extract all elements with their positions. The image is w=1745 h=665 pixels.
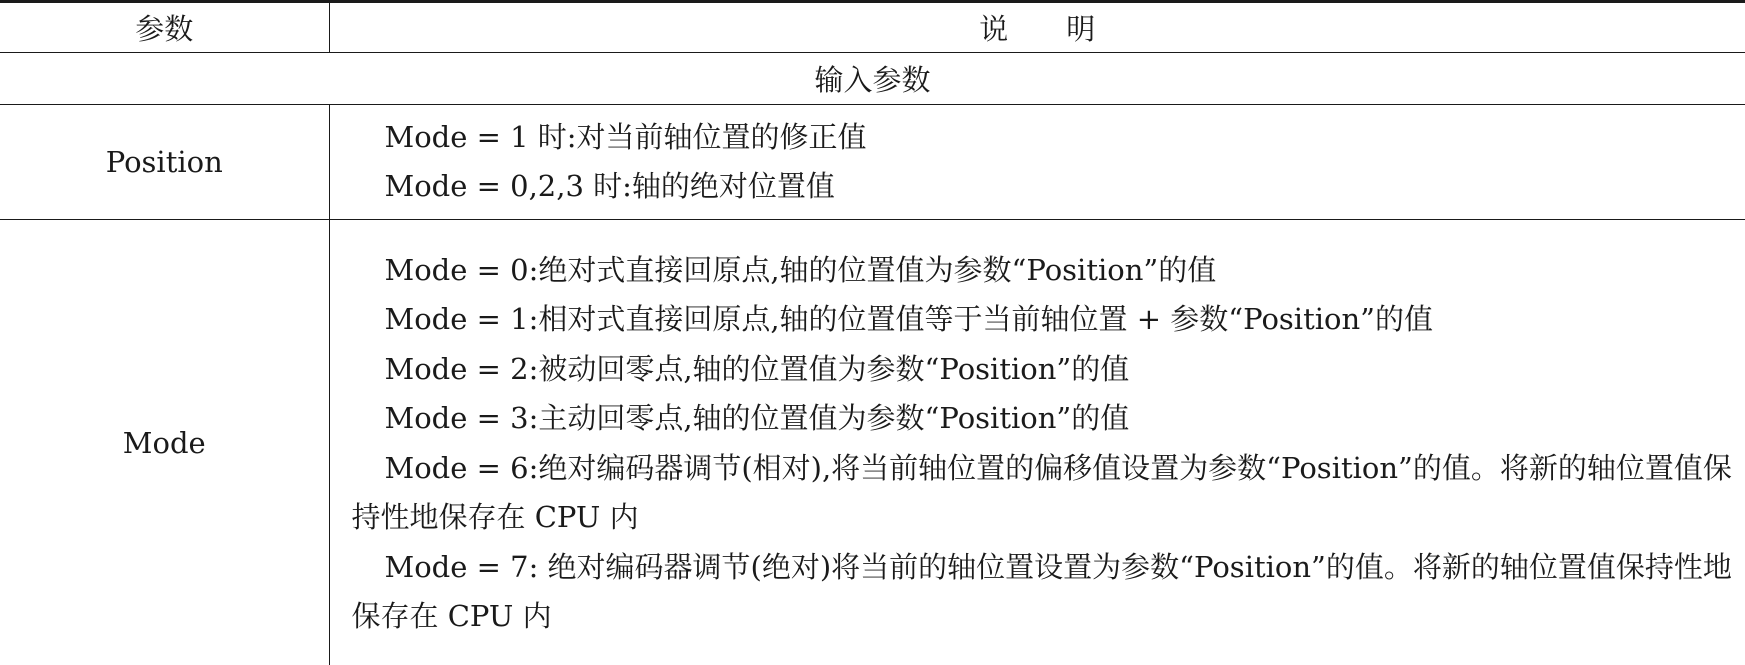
param-name-mode: Mode [0,220,329,665]
header-description [329,2,1745,53]
description-line: Mode = 0,2,3 时:轴的绝对位置值 [352,162,1734,212]
table-row [0,105,1745,220]
header-param: 参数 [0,2,329,53]
table-row [0,220,1745,665]
description-line: Mode = 7: 绝对编码器调节(绝对)将当前的轴位置设置为参数“Position”的值。将新的轴位置值保持性地保存在 CPU 内 [352,543,1734,642]
description-mode [329,220,1745,665]
section-title-input-params: 输入参数 [0,53,1745,105]
description-line: Mode = 3:主动回零点,轴的位置值为参数“Position”的值 [352,394,1734,444]
section-row [0,53,1745,105]
description-line: Mode = 1:相对式直接回原点,轴的位置值等于当前轴位置 + 参数“Position”的值 [352,295,1734,345]
header-description-text: 说明 [921,12,1153,46]
description-position [329,105,1745,220]
description-line: Mode = 0:绝对式直接回原点,轴的位置值为参数“Position”的值 [352,246,1734,296]
description-line: Mode = 1 时:对当前轴位置的修正值 [352,113,1734,163]
description-line: Mode = 6:绝对编码器调节(相对),将当前轴位置的偏移值设置为参数“Position”的值。将新的轴位置值保持性地保存在 CPU 内 [352,444,1734,543]
description-line: Mode = 2:被动回零点,轴的位置值为参数“Position”的值 [352,345,1734,395]
param-name-position: Position [0,105,329,220]
table-header-row [0,2,1745,53]
